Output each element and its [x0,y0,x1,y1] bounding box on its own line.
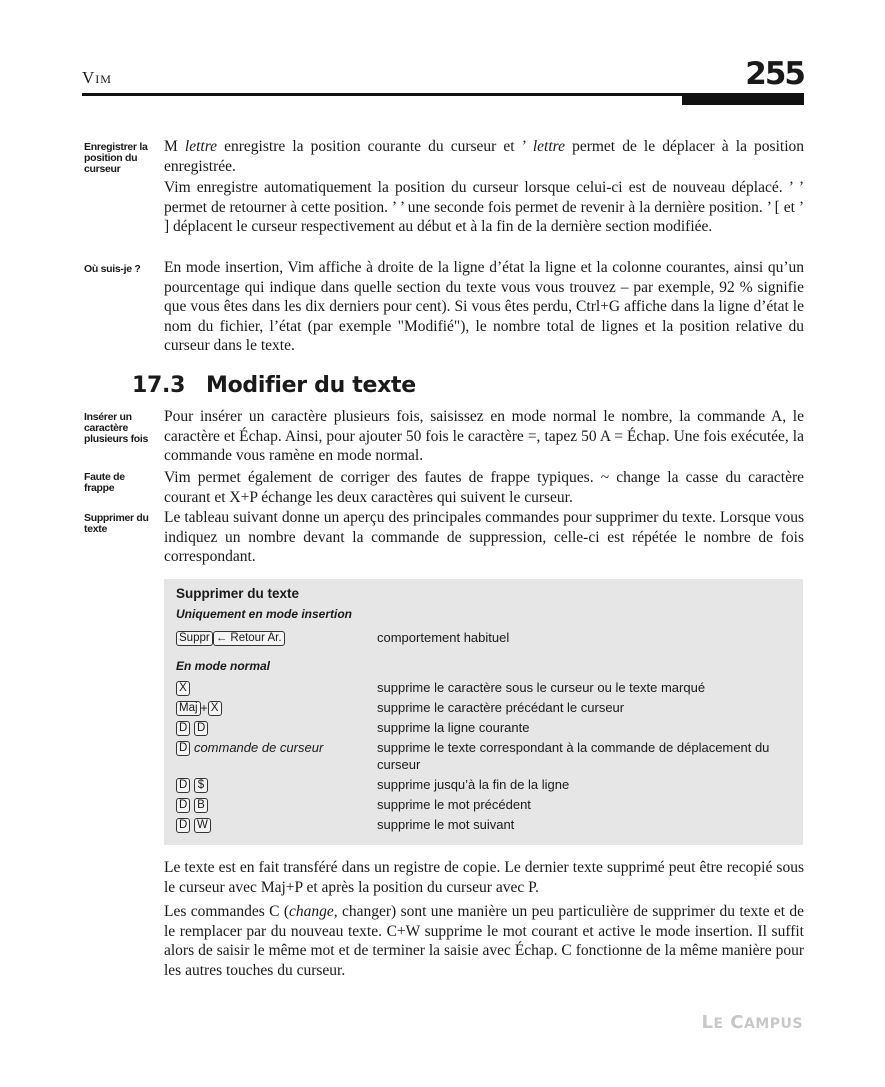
paragraph-auto-position: Vim enregistre automatiquement la position du curseur lorsque celui-ci est de nouveau déplacé. ’ ’ permet de retourner à cette position. ’ ’ une seconde fois permet de revenir à la dernière position. ’ [ et ’ ] déplacent le curseur respectivement au début et à la fin de la dernière section modifiée. [164,179,804,235]
key-d: D [176,721,190,736]
running-title-initial: V [82,68,96,87]
running-header [82,56,804,94]
margin-note-typo: Faute de frappe [84,471,125,494]
key-backspace: ← Retour Ar. [213,631,285,646]
delete-commands-table [164,579,803,845]
row-description: supprime le texte correspondant à la commande de déplacement du curseur [377,740,770,772]
key-x: X [208,701,222,716]
key-d: D [176,798,190,813]
key-suppr: Suppr [176,631,213,646]
table-title: Supprimer du texte [176,586,300,601]
table-subtitle-insert: Uniquement en mode insertion [176,607,353,621]
key-w: W [194,818,211,833]
section-number: 17.3 [132,373,186,398]
section-title-text: Modifier du texte [206,373,416,398]
key-b: B [194,798,208,813]
key-d: D [176,741,190,756]
key-d: D [176,778,190,793]
section-heading [132,373,416,398]
key-x: X [176,681,190,696]
margin-note-where: Où suis-je ? [84,263,141,275]
running-title [82,68,112,88]
margin-note-delete: Supprimer du texte [84,512,149,535]
cursor-command-label: commande de curseur [193,740,324,755]
row-description: supprime jusqu’à la fin de la ligne [377,777,570,792]
running-title-rest: IM [95,72,112,86]
paragraph-copy-register: Le texte est en fait transféré dans un registre de copie. Le dernier texte supprimé peut être recopié sous le curseur avec Maj+P et après la position du curseur avec P. [164,859,804,896]
page-number: 255 [745,56,804,92]
row-description: supprime le mot suivant [377,817,515,832]
key-dollar: $ [194,778,208,793]
margin-note-position: Enregistrer la position du curseur [84,141,148,175]
paragraph-typo: Vim permet également de corriger des fautes de frappe typiques. ~ change la casse du caractère courant et X+P échange les deux caractères qui suivent le curseur. [164,469,804,506]
margin-note-insert: Insérer un caractère plusieurs fois [84,411,149,445]
row-description: supprime le caractère précédant le curseur [377,700,625,715]
plus-sign: + [200,701,208,715]
table-subtitle-normal: En mode normal [176,659,271,673]
row-description: supprime la ligne courante [377,720,530,735]
publisher-logo: LE CAMPUS [701,1012,803,1033]
header-bar [682,96,804,105]
paragraph-change-command: Les commandes C (change, changer) sont une manière un peu particulière de supprimer du texte et de le remplacer par du nouveau texte. C+W supprime le mot courant et active le mode insertion. Il suffit alors de saisir le même mot et de terminer la saisie avec Échap. C fonctionne de la même manière pour les autres touches du curseur. [164,903,804,979]
paragraph-insert-repeat: Pour insérer un caractère plusieurs fois, saisissez en mode normal le nombre, la commande A, le caractère et Échap. Ainsi, pour ajouter 50 fois le caractère =, tapez 50 A = Échap. Une fois exécutée, la commande vous ramène en mode normal. [164,408,804,464]
paragraph-mark-position: M lettre enregistre la position courante du curseur et ’ lettre permet de le déplacer à la position enregistrée. [164,138,804,175]
paragraph-status-line: En mode insertion, Vim affiche à droite de la ligne d’état la ligne et la colonne courantes, ainsi qu’un pourcentage qui indique dans quelle section du texte vous vous trouvez – par exemple, 92 % signifie que vous êtes dans les dix derniers pour cent). Si vous êtes perdu, Ctrl+G affiche dans la ligne d’état le nom du fichier, l’état (par exemple "Modifié"), le nombre total de lignes et la position relative du curseur dans le texte. [164,259,804,354]
key-maj: Maj [176,701,201,716]
key-d: D [176,818,190,833]
row-description: supprime le mot précédent [377,797,531,812]
row-description: supprime le caractère sous le curseur ou le texte marqué [377,680,706,695]
paragraph-delete-intro: Le tableau suivant donne un aperçu des principales commandes pour supprimer du texte. Lorsque vous indiquez un nombre devant la commande de suppression, celle-ci est répétée le nombre de fois correspondant. [164,509,804,565]
key-d: D [194,721,208,736]
row-description: comportement habituel [377,630,510,645]
